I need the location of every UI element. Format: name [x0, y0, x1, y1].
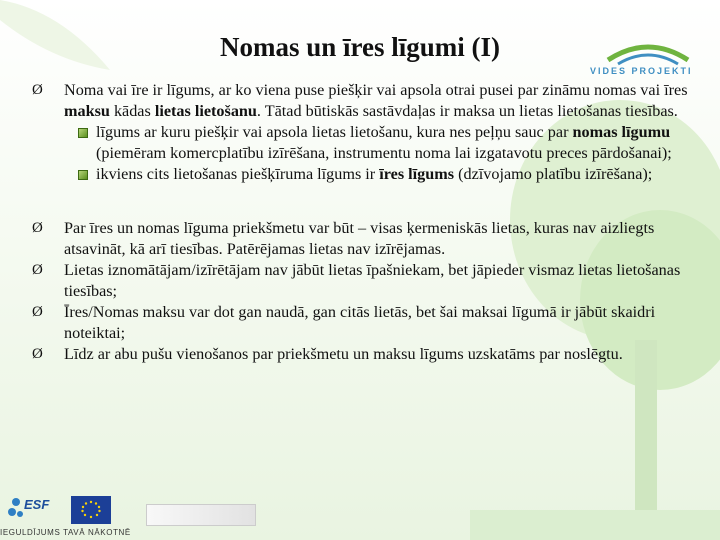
arrow-bullet-icon: Ø [32, 220, 43, 236]
spacer [18, 185, 688, 218]
bullet-text-part: kādas [109, 102, 155, 120]
bullet-text: Par īres un nomas līguma priekšmetu var būt – visas ķermeniskās lietas, kuras nav aizliegts atsavināt, kā arī tiesības. Patērējamas lietas nav izīrējamas. [64, 219, 655, 258]
bullet-text-part: Noma vai īre ir līgums, ar ko viena puse piešķir vai apsola otrai pusei par zināmu nomas vai īres [64, 81, 688, 99]
sub-bold-part: īres līgums [379, 165, 455, 183]
slide-content [18, 80, 688, 365]
bullet-text: Īres/Nomas maksu var dot gan naudā, gan citās lietās, bet šai maksai līgumā ir jābūt skaidri noteiktai; [64, 303, 656, 342]
sub-text-part: (piemēram komercplatību izīrēšana, instrumentu noma lai izgatavotu preces pārdošanai); [96, 144, 672, 162]
sub-text-part: ikviens cits lietošanas piešķīruma līgums ir [96, 165, 380, 183]
page-title: Nomas un īres līgumi (I) [219, 32, 501, 62]
eu-flag-icon [71, 496, 111, 524]
bullet-text: Līdz ar abu pušu vienošanos par priekšmetu un maksu līgums uzskatāms par noslēgtu. [64, 345, 623, 363]
sub-text-part: (dzīvojamo platību izīrēšana); [454, 165, 653, 183]
bullet-bold-part: lietas lietošanu [154, 102, 257, 120]
sub-bold-part: nomas līgumu [572, 123, 671, 141]
emblem-image [146, 504, 256, 526]
sub-list-item [18, 122, 688, 164]
logo-text: VIDES PROJEKTI [590, 66, 693, 76]
list-item [18, 80, 688, 122]
arrow-bullet-icon: Ø [32, 82, 43, 98]
list-item [18, 302, 688, 344]
sub-list-item [18, 164, 688, 185]
footer-tagline: IEGULDĪJUMS TAVĀ NĀKOTNĒ [0, 528, 131, 537]
bullet-bold-part: maksu [64, 102, 110, 120]
square-bullet-icon [78, 128, 88, 138]
arrow-bullet-icon: Ø [32, 262, 43, 278]
bullet-text: Lietas iznomātājam/izīrētājam nav jābūt lietas īpašniekam, bet jāpieder vismaz lietas lietošanas tiesības; [64, 261, 681, 300]
arrow-bullet-icon: Ø [32, 304, 43, 320]
list-item [18, 260, 688, 302]
arrow-bullet-icon: Ø [32, 346, 43, 362]
square-bullet-icon [78, 170, 88, 180]
list-item [18, 344, 688, 365]
esf-label: ESF [24, 497, 50, 512]
list-item [18, 218, 688, 260]
sub-text-part: līgums ar kuru piešķir vai apsola lietas lietošanu, kura nes peļņu sauc par [96, 123, 573, 141]
bullet-text-part: . Tātad būtiskās sastāvdaļas ir maksa un lietas lietošanas tiesības. [256, 102, 678, 120]
